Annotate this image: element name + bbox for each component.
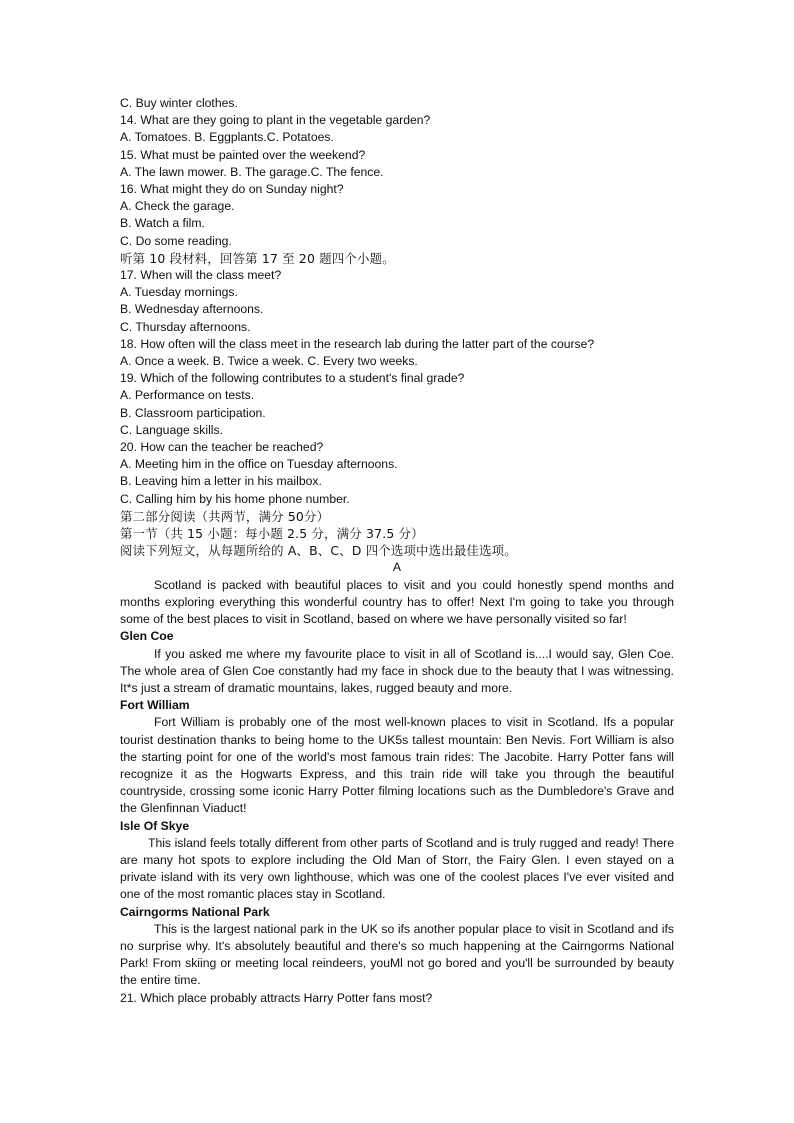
section-text-cairngorms: This is the largest national park in the UK so ifs another popular place to visit in Scotland and ifs no surprise why. It's absolutely beautiful and there's so much happening at the Cairngorms National Park! From skiing or meeting local reindeers, youMl not go bored and you'll be surrounded by beauty the entire time. [120, 921, 674, 988]
passage-intro: Scotland is packed with beautiful places to visit and you could honestly spend months and months exploring everything this wonderful country has to offer! Next I'm going to take you through some of the best places to visit in Scotland, based on where we have personally visited so far! [120, 577, 674, 627]
reading-instruction: 阅读下列短文，从每题所给的 A、B、C、D 四个选项中选出最佳选项。 [120, 543, 517, 559]
question-17: 17. When will the class meet? [120, 268, 282, 283]
option-20b: B. Leaving him a letter in his mailbox. [120, 474, 322, 489]
option-16a: A. Check the garage. [120, 199, 235, 214]
section-text-isle-of-skye: This island feels totally different from other parts of Scotland and is truly rugged and ready! There are many hot spots to explore including the Old Man of Storr, the Fairy Glen. I even stayed on a private island with its very own lighthouse, which was one of the coolest places I've ever visited and one of the most romantic places stay in Scotland. [120, 835, 674, 902]
option-17c: C. Thursday afternoons. [120, 319, 251, 334]
option-16b: B. Watch a film. [120, 216, 205, 231]
question-19: 19. Which of the following contributes to a student's final grade? [120, 371, 465, 386]
section-text-fort-william: Fort William is probably one of the most well-known places to visit in Scotland. Ifs a popular tourist destination thanks to being home to the UK5s tallest mountain: Ben Nevis. Fort William is also the starting point for one of the world's most famous train rides: The Jacobite. Harry Potter fans will recognize it as the Hogwarts Express, and this train ride will take you through the beautiful countryside, crossing some iconic Harry Potter filming locations such as the Dumbledore's Grave and the Glenfinnan Viaduct! [120, 715, 674, 816]
option-19b: B. Classroom participation. [120, 405, 266, 420]
question-16: 16. What might they do on Sunday night? [120, 182, 344, 197]
option-20a: A. Meeting him in the office on Tuesday afternoons. [120, 457, 398, 472]
option-19a: A. Performance on tests. [120, 388, 255, 403]
option-17b: B. Wednesday afternoons. [120, 302, 264, 317]
options-18: A. Once a week. B. Twice a week. C. Every two weeks. [120, 354, 418, 369]
section-heading-fort-william: Fort William [120, 698, 190, 713]
section-text-glen-coe: If you asked me where my favourite place to visit in all of Scotland is....I would say, Glen Coe. The whole area of Glen Coe constantly had my face in shock due to the beauty that I was witnessing. It*s just a stream of dramatic mountains, lakes, rugged beauty and more. [120, 646, 674, 695]
section-heading-glen-coe: Glen Coe [120, 629, 174, 644]
section-10-instruction: 听第 10 段材料，回答第 17 至 20 题四个小题。 [120, 250, 395, 266]
option-17a: A. Tuesday mornings. [120, 285, 238, 300]
option-19c: C. Language skills. [120, 422, 223, 437]
options-15: A. The lawn mower. B. The garage.C. The fence. [120, 164, 384, 179]
document-page [120, 95, 674, 1007]
question-15: 15. What must be painted over the weekend? [120, 147, 366, 162]
section-heading-isle-of-skye: Isle Of Skye [120, 818, 190, 833]
question-18: 18. How often will the class meet in the research lab during the latter part of the course? [120, 336, 595, 351]
reading-section-title: 第一节（共 15 小题：每小题 2.5 分，满分 37.5 分） [120, 526, 424, 542]
reading-part-title: 第二部分阅读（共两节，满分 50分） [120, 508, 330, 524]
option-16c: C. Do some reading. [120, 233, 232, 248]
question-14: 14. What are they going to plant in the vegetable garden? [120, 113, 431, 128]
option-20c: C. Calling him by his home phone number. [120, 491, 350, 506]
option-13c: C. Buy winter clothes. [120, 96, 238, 110]
question-21: 21. Which place probably attracts Harry Potter fans most? [120, 990, 433, 1005]
passage-label: A [392, 560, 402, 575]
options-14: A. Tomatoes. B. Eggplants.C. Potatoes. [120, 130, 334, 145]
question-20: 20. How can the teacher be reached? [120, 440, 324, 455]
section-heading-cairngorms: Cairngorms National Park [120, 904, 270, 919]
